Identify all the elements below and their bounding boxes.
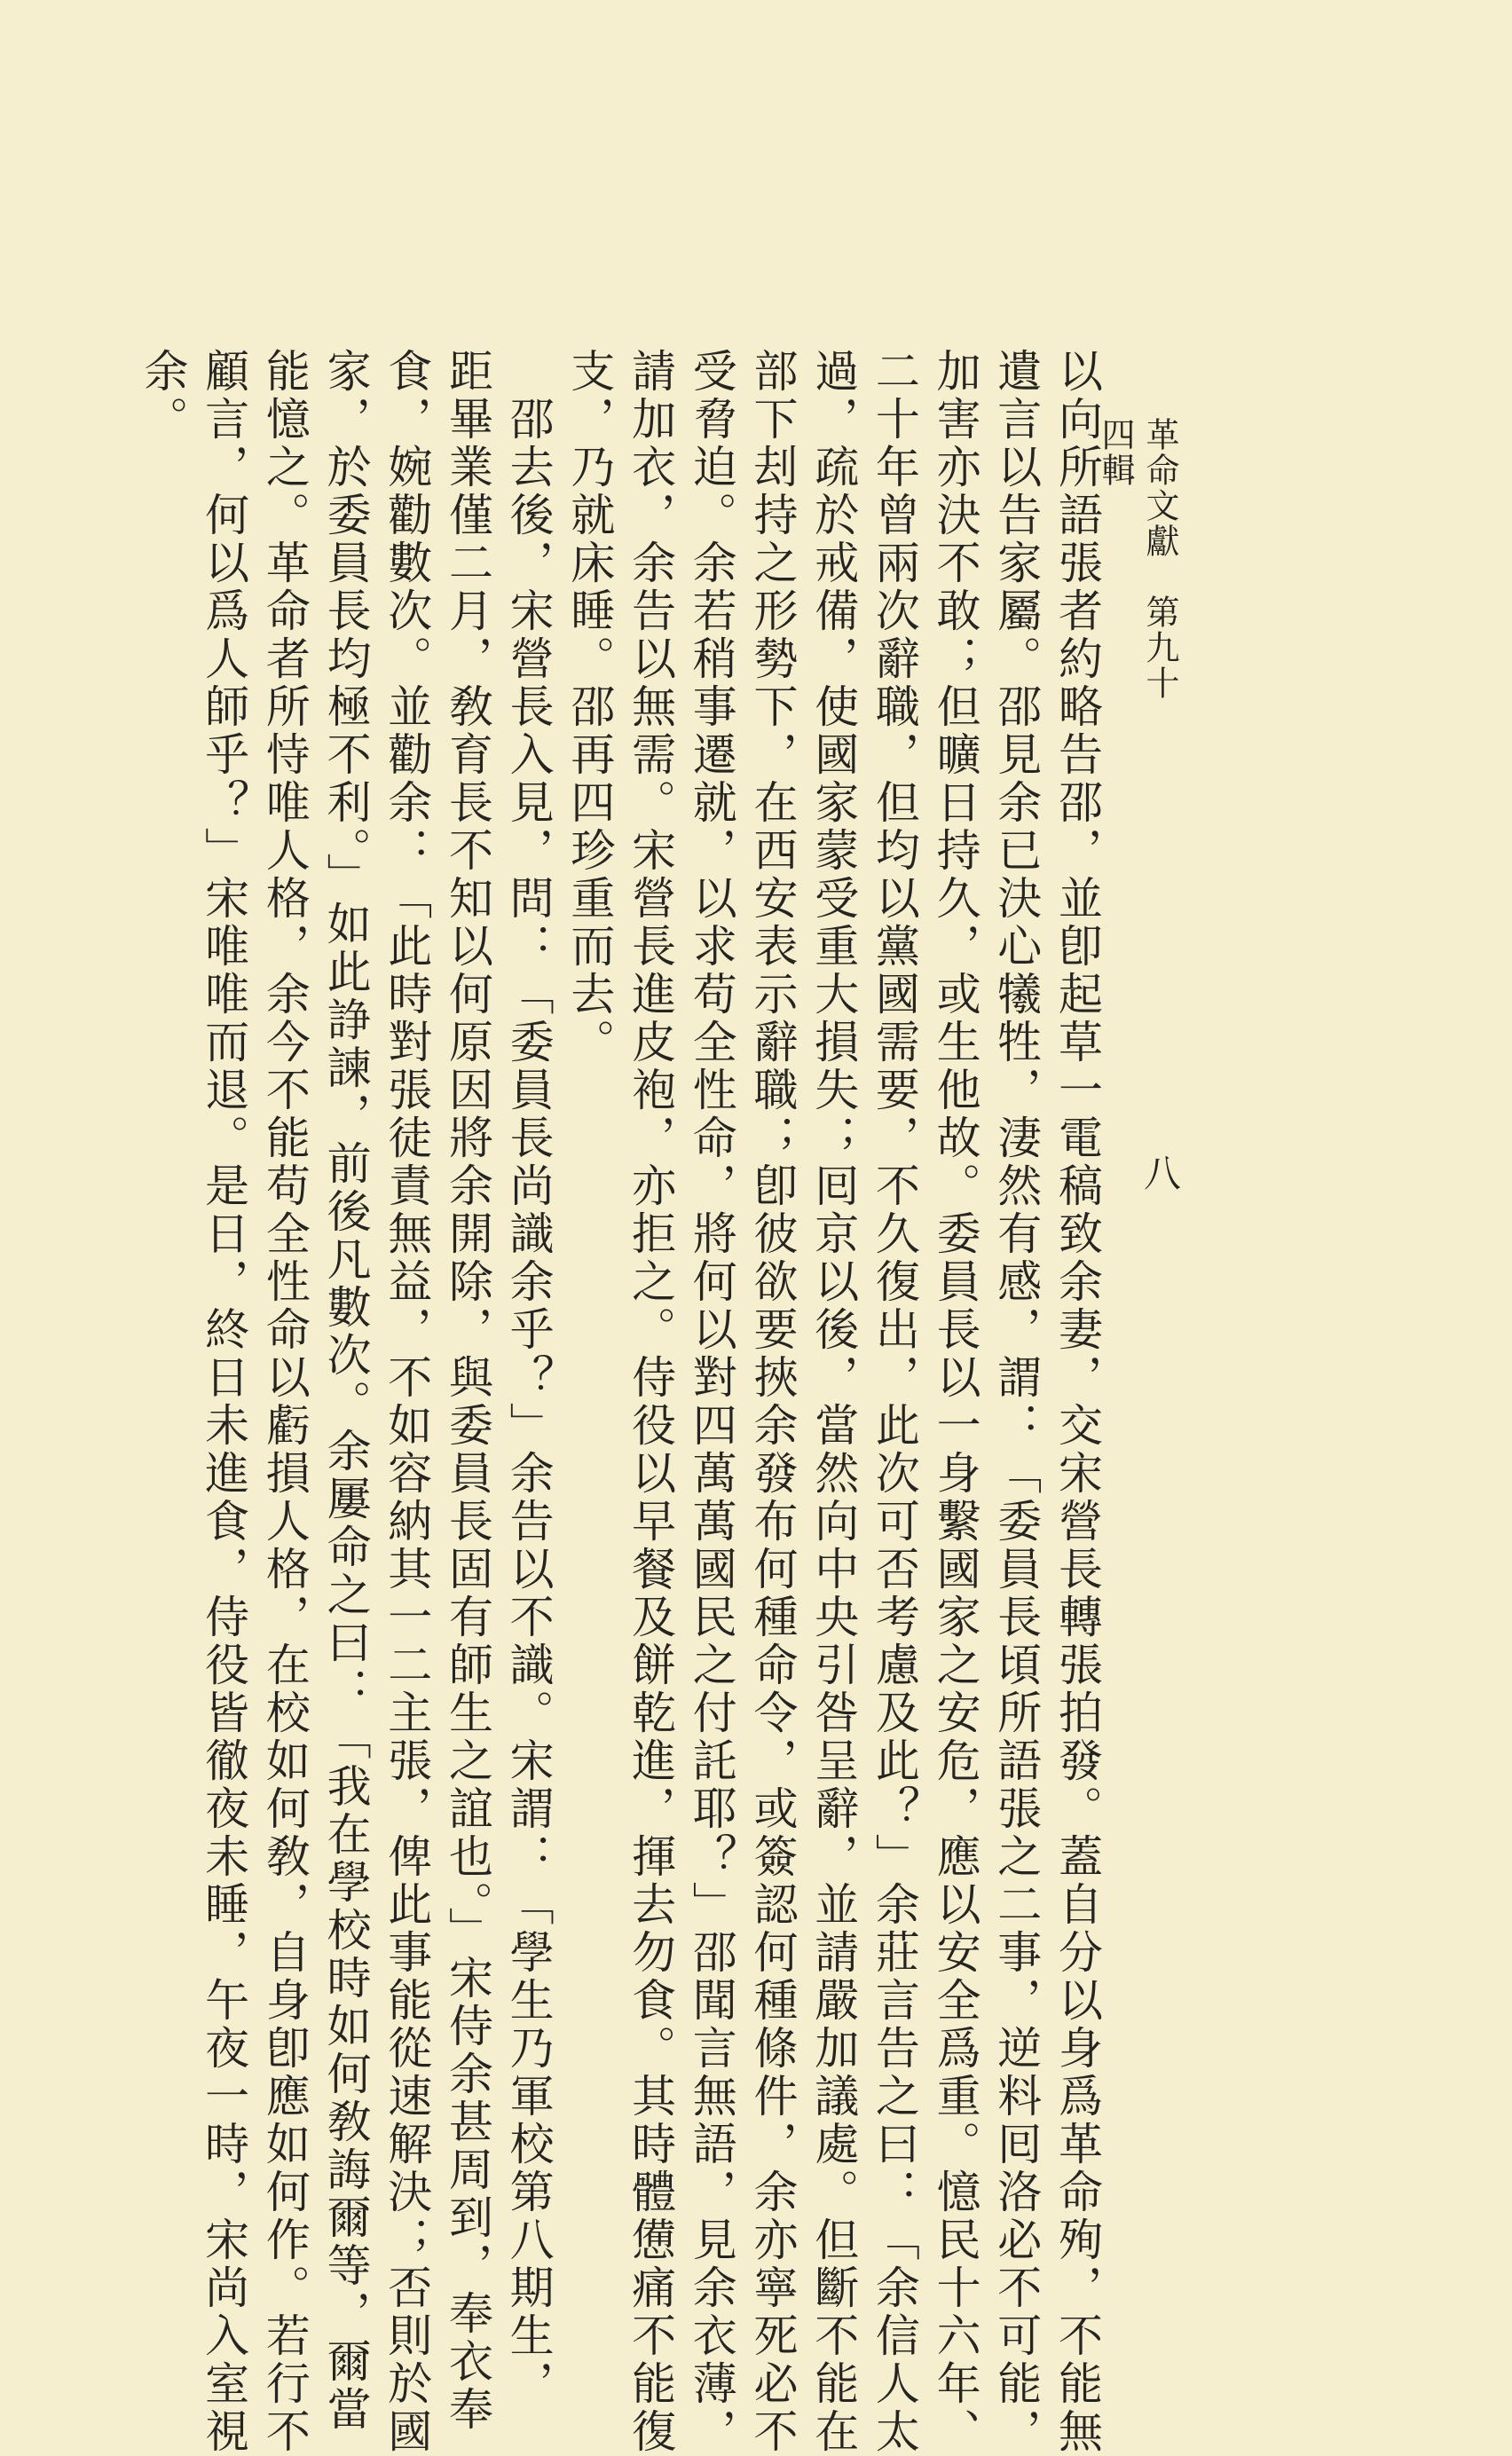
body-text [132,348,1107,2456]
text-column: 能憶之。革命者所恃唯人格，余今不能苟全性命以虧損人格，在校如何敎，自身卽應如何作。若行不 [258,348,311,2456]
text-column: 食，婉勸數次。並勸余：「此時對張徒責無益，不如容納其一二主張，俾此事能從速解決；否則於國 [381,348,433,2456]
text-column: 以向所語張者約略告邵，並卽起草一電稿致余妻，交宋營長轉張拍發。蓋自分以身爲革命殉，不能無 [1051,348,1103,2456]
text-column: 二十年曾兩次辭職，但均以黨國需要，不久復出，此次可否考慮及此？」余莊言告之曰：「余信人太 [868,348,920,2456]
text-column: 顧言，何以爲人師乎？」宋唯唯而退。是日，終日未進食，侍役皆徹夜未睡，午夜一時，宋尚入室視 [198,348,250,2456]
text-column: 過，疏於戒備，使國家蒙受重大損失；囘京以後，當然向中央引咎呈辭，並請嚴加議處。但斷不能在 [807,348,860,2456]
text-column: 遺言以告家屬。邵見余已決心犧牲，淒然有感，謂：「委員長頃所語張之二事，逆料囘洛必不可能， [990,348,1043,2456]
text-column: 部下刦持之形勢下，在西安表示辭職；卽彼欲要挾余發布何種命令，或簽認何種條件，余亦寧死必不 [746,348,799,2456]
text-column: 加害亦決不敢；但曠日持久，或生他故。委員長以一身繫國家之安危，應以安全爲重。憶民十六年、 [929,348,981,2456]
text-column: 受脅迫。余若稍事遷就，以求苟全性命，將何以對四萬萬國民之付託耶？」邵聞言無語，見余衣薄， [685,348,737,2456]
paragraph-start-column: 邵去後，宋營長入見，問：「委員長尚識余乎？」余告以不識。宋謂：「學生乃軍校第八期生， [502,396,555,2408]
text-column: 距畢業僅二月，敎育長不知以何原因將余開除，與委員長固有師生之誼也。」宋侍余甚周到，奉衣奉 [441,348,493,2434]
running-header: 革命文獻 第九十四輯 [1096,417,1179,701]
page-number: 八 [1138,1153,1182,1191]
text-column: 家，於委員長均極不利。」如此諍諫，前後凡數次。余屢命之曰：「我在學校時如何敎誨爾等，爾當 [319,348,372,2434]
text-column: 支，乃就床睡。邵再四珍重而去。 [563,348,616,1067]
text-column: 余。 [137,348,189,444]
text-column: 請加衣，余告以無需。宋營長進皮袍，亦拒之。侍役以早餐及餅乾進，揮去勿食。其時體憊痛不能復 [625,348,677,2456]
